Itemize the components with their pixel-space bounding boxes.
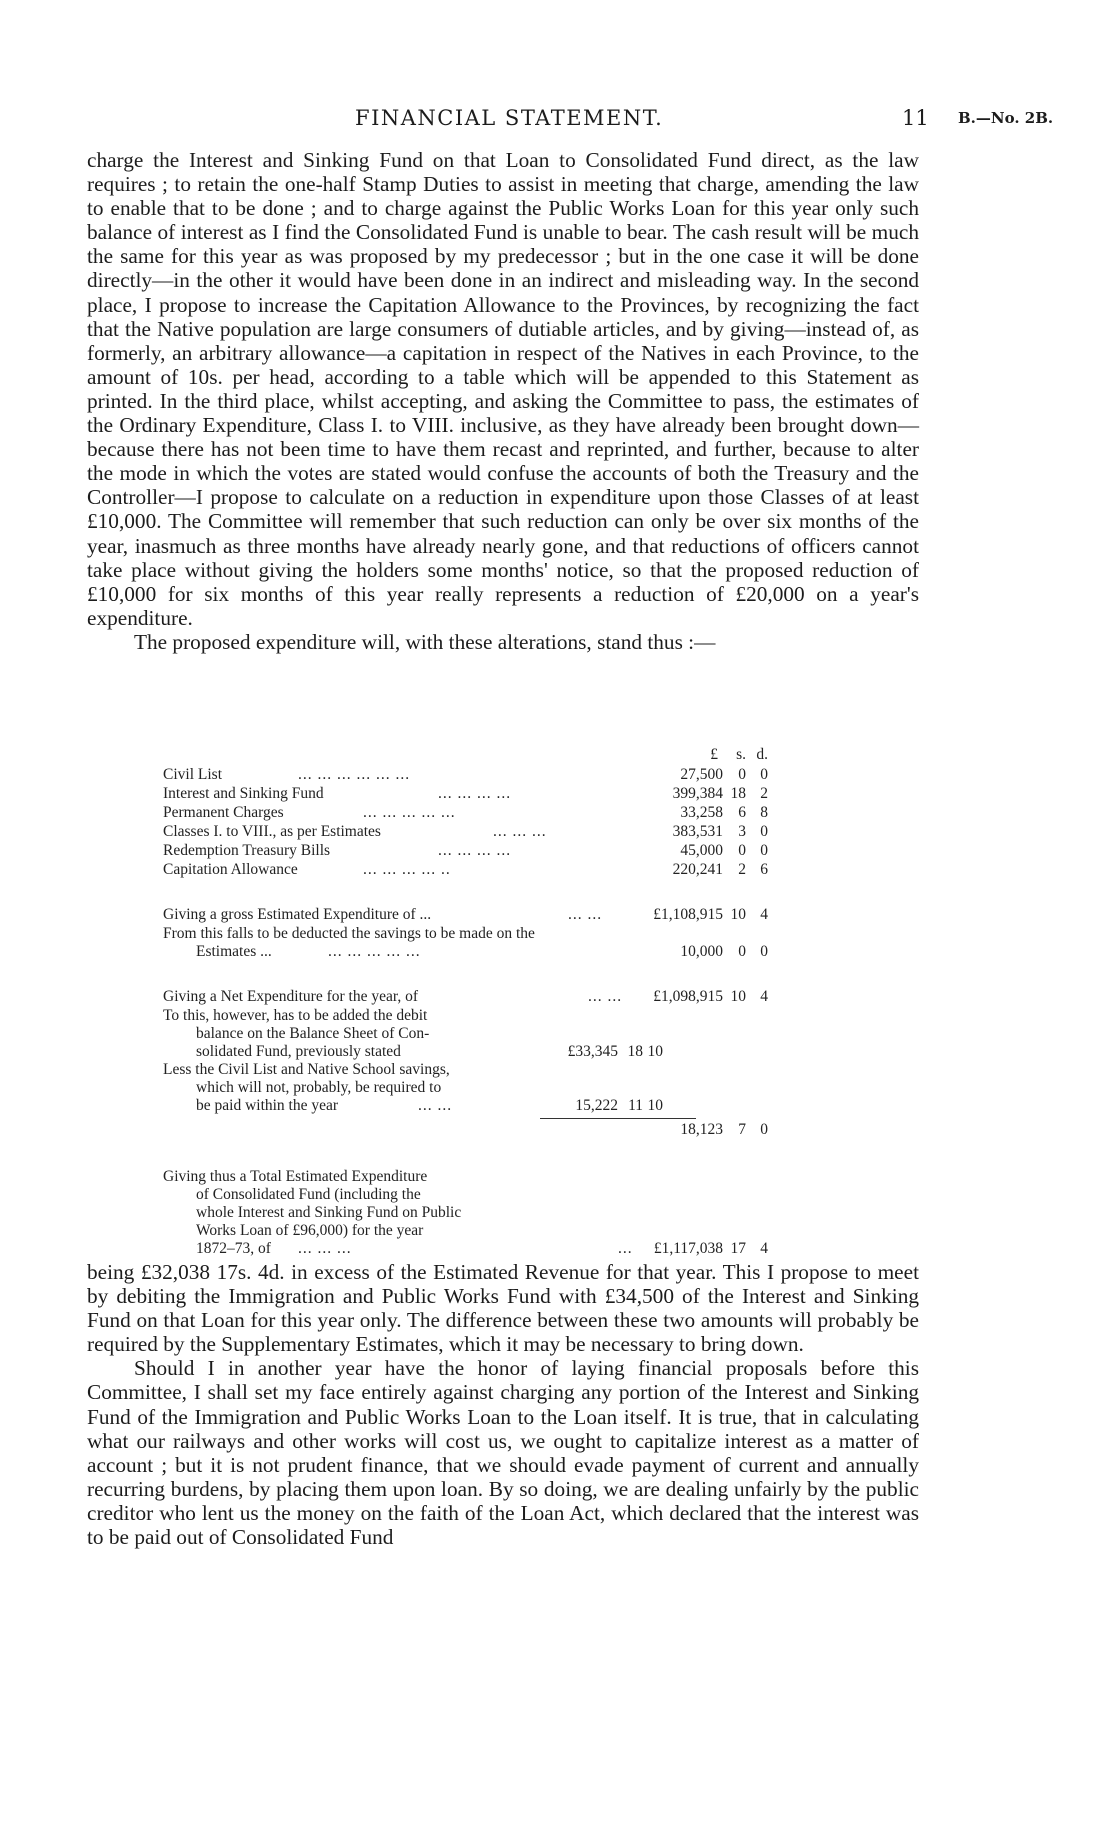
deduction-pence: 0 <box>760 943 768 960</box>
leader-dots: ... ... ... <box>493 823 547 840</box>
row-pounds: 220,241 <box>672 861 723 878</box>
header-pounds: £ <box>710 746 718 763</box>
difference-shillings: 7 <box>738 1121 746 1138</box>
debit-shillings: 18 <box>627 1043 643 1060</box>
leader-dots: ... ... ... ... <box>438 842 512 859</box>
row-label: Civil List <box>163 766 222 783</box>
total-row-line2 <box>163 1186 863 1204</box>
total-label: Works Loan of £96,000) for the year <box>196 1222 424 1239</box>
row-shillings: 6 <box>738 804 746 821</box>
row-pence: 2 <box>760 785 768 802</box>
header-shillings: s. <box>736 746 746 763</box>
total-pounds: £1,117,038 <box>653 1240 723 1257</box>
body-text-bottom <box>87 1260 919 1549</box>
grand-total-row <box>163 1240 863 1258</box>
row-pounds: 399,384 <box>672 785 723 802</box>
gross-pence: 4 <box>760 906 768 923</box>
less-row <box>163 1097 863 1115</box>
less-label: Less the Civil List and Native School savings, <box>163 1061 450 1078</box>
page-header <box>0 106 1114 136</box>
less-label: be paid within the year <box>196 1097 339 1114</box>
debit-pence: 10 <box>647 1043 663 1060</box>
table-row <box>163 861 863 879</box>
less-row-line2 <box>163 1079 863 1097</box>
table-header-row <box>163 746 863 764</box>
leader-dots: ... ... <box>588 988 623 1005</box>
total-label: whole Interest and Sinking Fund on Public <box>196 1204 462 1221</box>
leader-dots: ... ... <box>568 906 603 923</box>
table-row <box>163 785 863 803</box>
less-pounds: 15,222 <box>575 1097 618 1114</box>
table-row <box>163 842 863 860</box>
debit-row-line2 <box>163 1025 863 1043</box>
net-label: Giving a Net Expenditure for the year, of <box>163 988 419 1005</box>
debit-label: balance on the Balance Sheet of Con- <box>196 1025 430 1042</box>
page-title: FINANCIAL STATEMENT. <box>355 106 664 130</box>
net-total-row <box>163 988 863 1006</box>
row-shillings: 0 <box>738 766 746 783</box>
deduction-shillings: 0 <box>738 943 746 960</box>
table-row <box>163 804 863 822</box>
gross-label: Giving a gross Estimated Expenditure of ... <box>163 906 432 923</box>
document-code: B.—No. 2B. <box>958 109 1054 127</box>
subtotal-rule <box>540 1118 696 1119</box>
row-shillings: 2 <box>738 861 746 878</box>
gross-shillings: 10 <box>730 906 746 923</box>
row-pounds: 45,000 <box>680 842 723 859</box>
leader-dots: ... ... ... ... .. <box>363 861 451 878</box>
row-shillings: 0 <box>738 842 746 859</box>
total-label: of Consolidated Fund (including the <box>196 1186 421 1203</box>
row-pounds: 27,500 <box>680 766 723 783</box>
row-pence: 0 <box>760 842 768 859</box>
row-label: Redemption Treasury Bills <box>163 842 331 859</box>
gross-pounds: £1,108,915 <box>653 906 723 923</box>
net-pence: 4 <box>760 988 768 1005</box>
paragraph-continuation: charge the Interest and Sinking Fund on that Loan to Consolidated Fund direct, as the law requires ; to retain the one-half Stamp Duties to assist in meeting that charge, amending the law to enable that to be done ; and to charge against the Public Works Loan for this year only such balance of interest as I find the Consolidated Fund is unable to bear. The cash result will be much the same for this year as was proposed by my predecessor ; but in the one case it will be done directly—in the other it would have been done in an indirect and misleading way. In the second place, I propose to increase the Capitation Allowance to the Provinces, by recognizing the fact that the Native population are large consumers of dutiable articles, and by giving—instead of, as formerly, an arbitrary allowance—a capitation in respect of the Natives in each Province, to the amount of 10s. per head, according to a table which will be appended to this Statement as printed. In the third place, whilst accepting, and asking the Committee to pass, the estimates of the Ordinary Expenditure, Class I. to VIII. inclusive, as they have already been brought down—because there has not been time to have them recast and reprinted, and further, because to alter the mode in which the votes are stated would confuse the accounts of both the Treasury and the Controller—I propose to calculate on a reduction in expenditure upon those Classes of at least £10,000. The Committee will remember that such reduction can only be over six months of the year, inasmuch as three months have already nearly gone, and that reductions of officers cannot take place without giving the holders some months' notice, so that the proposed reduction of £10,000 for six months of this year really represents a reduction of £20,000 on a year's expenditure. <box>87 148 919 630</box>
paragraph-excess: being £32,038 17s. 4d. in excess of the Estimated Revenue for that year. This I propose to meet by debiting the Immigration and Public Works Fund with £34,500 of the Interest and Sinking Fund on that Loan for this year only. The difference between these two amounts will probably be required by the Supplementary Estimates, which it may be necessary to bring down. <box>87 1260 919 1357</box>
deduction-row <box>163 943 863 961</box>
total-shillings: 17 <box>730 1240 746 1257</box>
row-pence: 8 <box>760 804 768 821</box>
leader-dots: ... ... <box>418 1097 453 1114</box>
row-shillings: 18 <box>730 785 746 802</box>
deduction-row-line1 <box>163 925 863 943</box>
row-pence: 6 <box>760 861 768 878</box>
row-pence: 0 <box>760 766 768 783</box>
leader-dots: ... <box>618 1240 633 1257</box>
less-label: which will not, probably, be required to <box>196 1079 442 1096</box>
difference-pence: 0 <box>760 1121 768 1138</box>
difference-row <box>163 1121 863 1139</box>
leader-dots: ... ... ... ... ... <box>363 804 456 821</box>
debit-row-line1 <box>163 1007 863 1025</box>
deduction-label: From this falls to be deducted the savings to be made on the <box>163 925 535 942</box>
row-label: Interest and Sinking Fund <box>163 785 324 802</box>
row-shillings: 3 <box>738 823 746 840</box>
leader-dots: ... ... ... ... ... <box>328 943 421 960</box>
row-label: Permanent Charges <box>163 804 284 821</box>
table-row <box>163 823 863 841</box>
row-label: Capitation Allowance <box>163 861 298 878</box>
page-number: 11 <box>902 106 929 130</box>
paragraph-future-proposals: Should I in another year have the honor of laying financial proposals before this Committee, I shall set my face entirely against charging any portion of the Interest and Sinking Fund of the Immigration and Public Works Loan to the Loan itself. It is true, that in calculating what our railways and other works will cost us, we ought to capitalize interest as a matter of account ; but it is not prudent finance, that we should evade payment of current and annually recurring burdens, by placing them upon loan. By so doing, we are dealing unfairly by the public creditor who lent us the money on the faith of the Loan Act, which declared that the interest was to be paid out of Consolidated Fund <box>87 1356 919 1550</box>
body-text-top <box>87 148 919 654</box>
total-pence: 4 <box>760 1240 768 1257</box>
row-pence: 0 <box>760 823 768 840</box>
total-label: 1872–73, of <box>196 1240 271 1257</box>
leader-dots: ... ... ... <box>298 1240 352 1257</box>
deduction-label-continued: Estimates ... <box>196 943 272 960</box>
leader-dots: ... ... ... ... <box>438 785 512 802</box>
leader-dots: ... ... ... ... ... ... <box>298 766 411 783</box>
debit-label: solidated Fund, previously stated <box>196 1043 401 1060</box>
less-shillings: 11 <box>628 1097 643 1114</box>
row-label: Classes I. to VIII., as per Estimates <box>163 823 381 840</box>
debit-label: To this, however, has to be added the debit <box>163 1007 428 1024</box>
expenditure-table <box>163 746 863 1256</box>
debit-pounds: £33,345 <box>567 1043 618 1060</box>
row-pounds: 33,258 <box>680 804 723 821</box>
header-pence: d. <box>756 746 768 763</box>
total-row-line4 <box>163 1222 863 1240</box>
total-row-line1 <box>163 1168 863 1186</box>
gross-total-row <box>163 906 863 924</box>
table-row <box>163 766 863 784</box>
difference-pounds: 18,123 <box>680 1121 723 1138</box>
less-pence: 10 <box>647 1097 663 1114</box>
deduction-pounds: 10,000 <box>680 943 723 960</box>
total-row-line3 <box>163 1204 863 1222</box>
total-label: Giving thus a Total Estimated Expenditure <box>163 1168 428 1185</box>
net-shillings: 10 <box>730 988 746 1005</box>
debit-row <box>163 1043 863 1061</box>
net-pounds: £1,098,915 <box>653 988 723 1005</box>
row-pounds: 383,531 <box>672 823 723 840</box>
paragraph-intro-table: The proposed expenditure will, with these alterations, stand thus :— <box>134 629 716 654</box>
less-row-line1 <box>163 1061 863 1079</box>
